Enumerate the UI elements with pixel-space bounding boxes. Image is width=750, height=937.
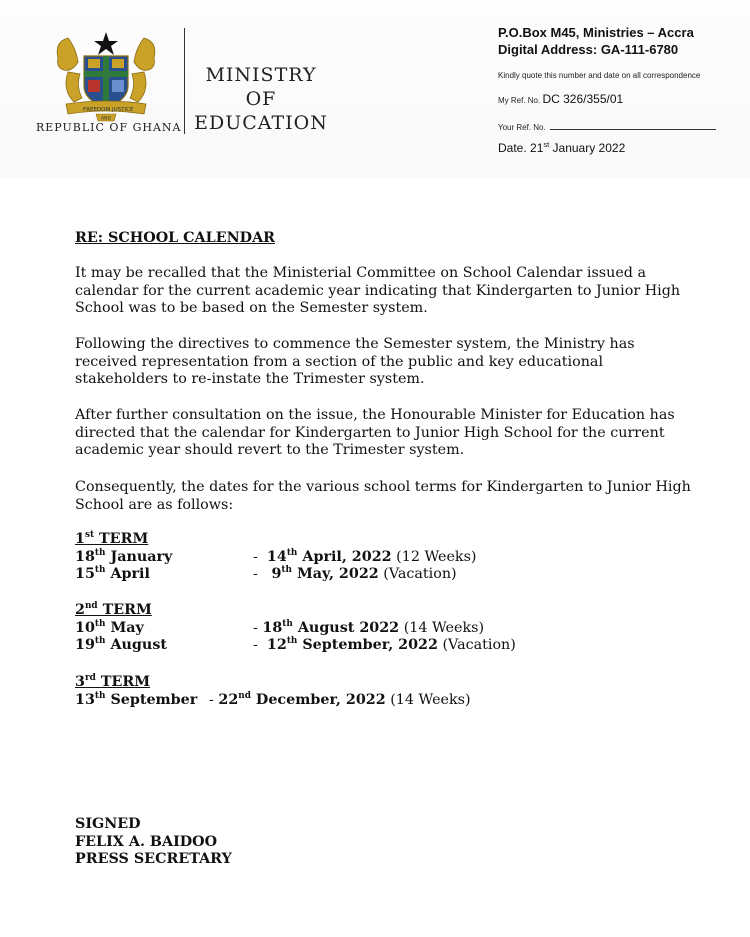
date-rest: January 2022 bbox=[552, 141, 626, 155]
quote-note: Kindly quote this number and date on all correspondence bbox=[498, 71, 701, 80]
term-2-number: 2 bbox=[75, 602, 85, 618]
ministry-line-3: EDUCATION bbox=[194, 112, 328, 134]
term-3-number: 3 bbox=[75, 674, 85, 690]
term-1-label: TERM bbox=[99, 531, 149, 547]
term-1-row-2-start: 15th April bbox=[75, 565, 150, 582]
term-3-row-1-start: 13th September bbox=[75, 690, 198, 708]
term-1-suffix: st bbox=[84, 530, 95, 541]
my-ref-label: My Ref. No. bbox=[498, 96, 541, 105]
date-label: Date. bbox=[498, 141, 527, 155]
term-1-row-1-start: 18th January bbox=[75, 547, 173, 565]
signatory-name: FELIX A. BAIDOO bbox=[75, 833, 218, 850]
your-ref-line bbox=[498, 121, 716, 132]
term-2-row-2-end: - 12th September, 2022 (Vacation) bbox=[253, 636, 516, 653]
ghana-coat-of-arms-icon bbox=[50, 28, 162, 124]
term-1-row-1-end: - 14th April, 2022 (12 Weeks) bbox=[253, 547, 477, 565]
paragraph-2: Following the directives to commence the Semester system, the Ministry has received representation from a section of the public and key educational stakeholders to re-instate the Trimester system. bbox=[75, 336, 635, 387]
ministry-line-2: OF bbox=[245, 88, 277, 110]
term-1-block bbox=[75, 530, 477, 584]
crest-motto-and: AND bbox=[101, 116, 111, 122]
term-3-title bbox=[75, 674, 150, 692]
signatory-title: PRESS SECRETARY bbox=[75, 851, 232, 867]
letter-date bbox=[498, 141, 625, 155]
letter-title: RE: SCHOOL CALENDAR bbox=[75, 230, 276, 246]
your-ref-label: Your Ref. No. bbox=[498, 123, 546, 132]
term-3-block bbox=[75, 673, 471, 709]
ministry-of-education-label bbox=[186, 63, 336, 135]
term-1-number: 1 bbox=[75, 531, 85, 547]
term-3-suffix: rd bbox=[84, 673, 96, 684]
ministry-line-1: MINISTRY bbox=[205, 64, 317, 86]
signature-block bbox=[75, 816, 232, 869]
term-2-row-1 bbox=[75, 618, 485, 638]
term-2-row-1-end: - 18th August 2022 (14 Weeks) bbox=[253, 618, 485, 636]
term-3-row-1 bbox=[75, 690, 471, 710]
date-suffix: st bbox=[543, 140, 550, 149]
signed-label: SIGNED bbox=[75, 816, 141, 832]
term-2-row-1-start: 10th May bbox=[75, 618, 144, 636]
term-1-row-2 bbox=[75, 565, 457, 584]
term-1-row-1 bbox=[75, 547, 477, 567]
term-2-block bbox=[75, 601, 516, 655]
paragraph-1: It may be recalled that the Ministerial Committee on School Calendar issued a calendar for the current academic year indicating that Kindergarten to Junior High School was to be based on the Semester system. bbox=[75, 265, 681, 316]
term-2-title bbox=[75, 602, 152, 620]
paragraph-4: Consequently, the dates for the various school terms for Kindergarten to Junior High School are as follows: bbox=[75, 479, 691, 513]
term-3-label: TERM bbox=[100, 674, 151, 690]
digital-address: Digital Address: GA-111-6780 bbox=[498, 42, 679, 57]
your-ref-blank bbox=[550, 121, 716, 130]
paragraph-3: After further consultation on the issue, the Honourable Minister for Education has directed that the calendar for Kindergarten to Junior High School for the current academic year should revert to the Trimester system. bbox=[75, 407, 675, 458]
term-1-row-2-end: - 9th May, 2022 (Vacation) bbox=[253, 565, 457, 582]
term-2-suffix: nd bbox=[84, 601, 98, 612]
term-2-label: TERM bbox=[102, 602, 152, 618]
my-ref-value: DC 326/355/01 bbox=[542, 92, 624, 106]
term-2-row-2-start: 19th August bbox=[75, 636, 167, 653]
term-3-row-1-end: - 22nd December, 2022 (14 Weeks) bbox=[209, 690, 471, 708]
crest-motto-freedom: FREEDOM bbox=[83, 107, 111, 113]
header-divider bbox=[184, 28, 185, 134]
postal-address: P.O.Box M45, Ministries – Accra bbox=[498, 25, 694, 40]
term-1-title bbox=[75, 531, 148, 549]
date-day: 21 bbox=[530, 141, 544, 155]
republic-of-ghana-label: REPUBLIC OF GHANA bbox=[36, 121, 182, 134]
term-2-row-2 bbox=[75, 636, 516, 655]
my-ref-line bbox=[498, 92, 623, 106]
crest-motto-justice: JUSTICE bbox=[112, 107, 134, 113]
